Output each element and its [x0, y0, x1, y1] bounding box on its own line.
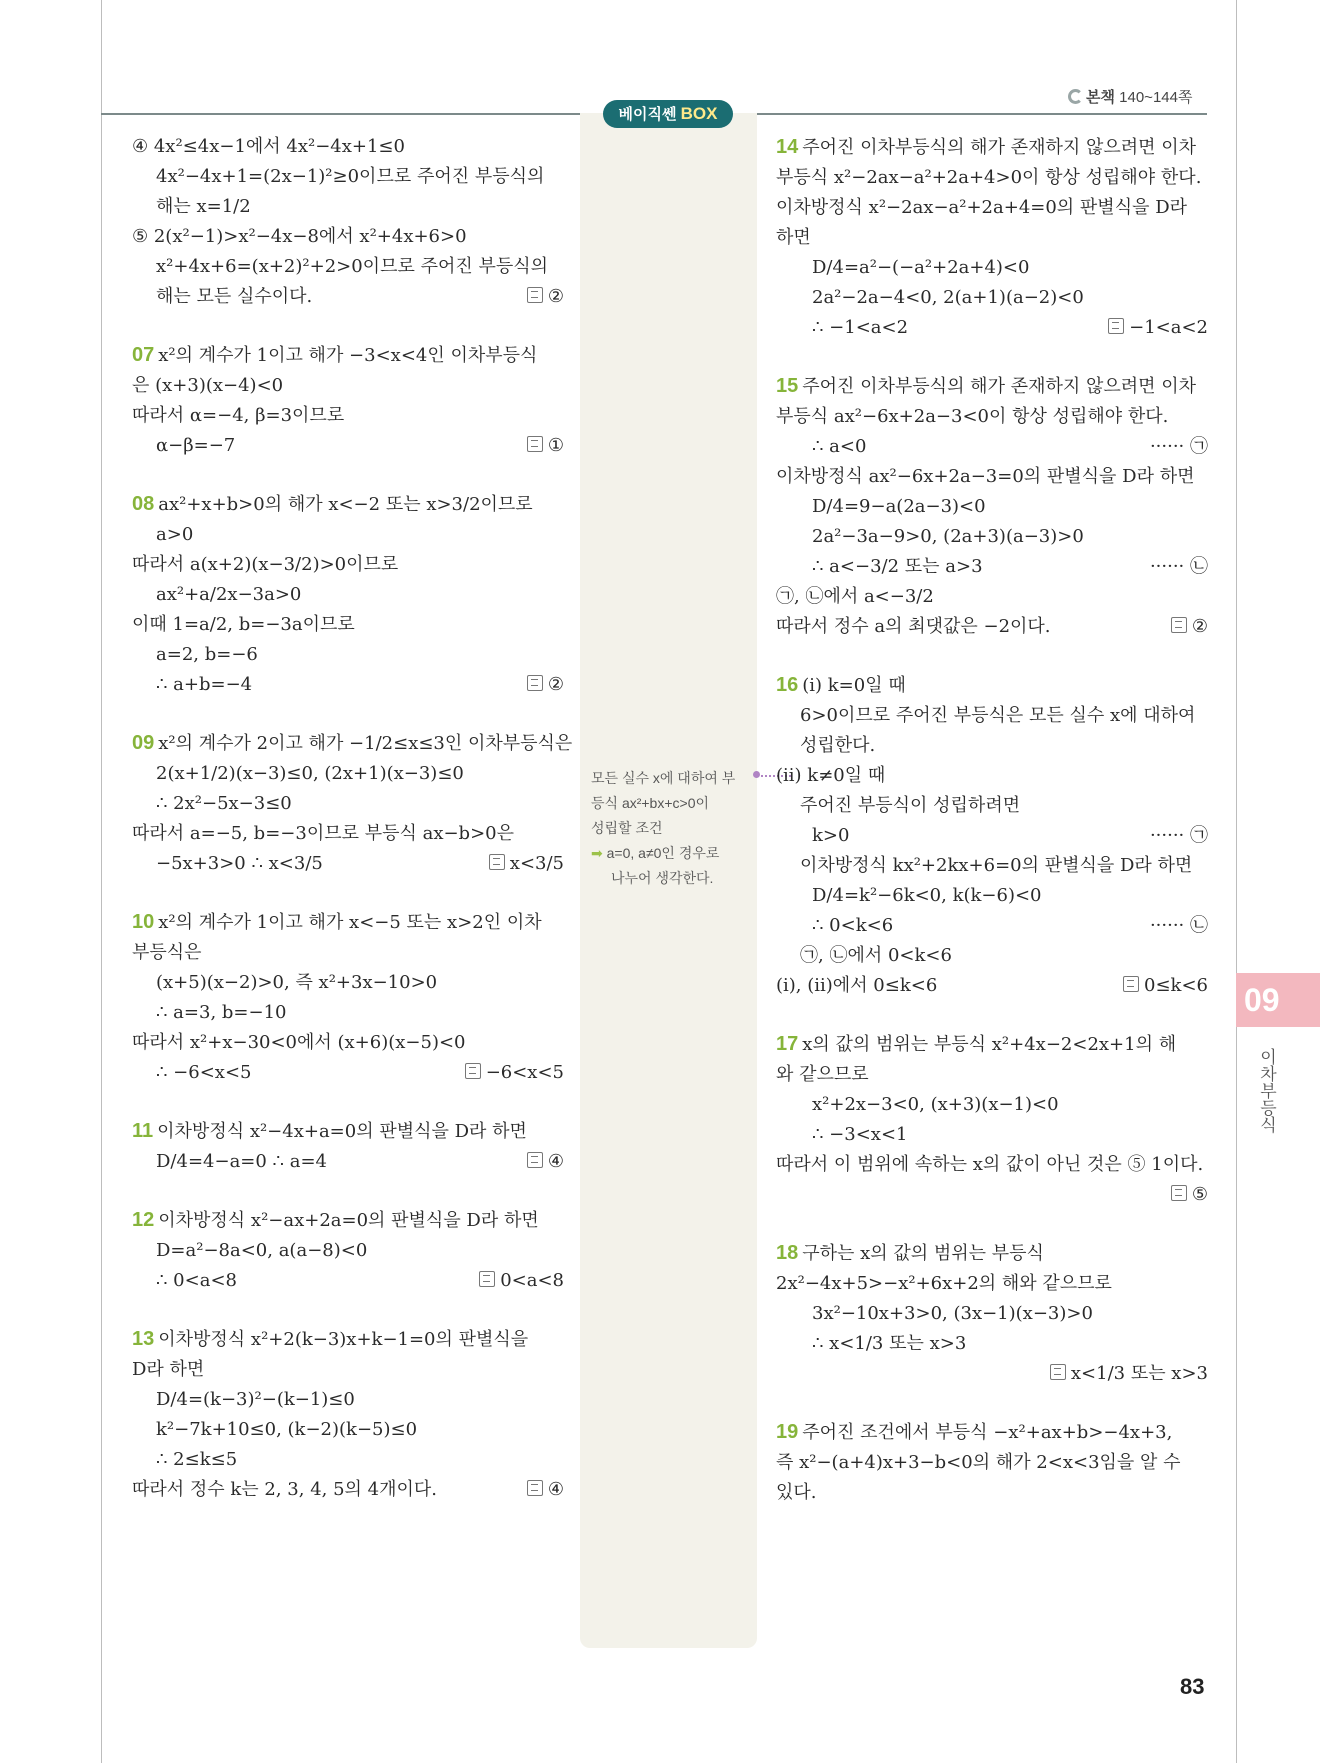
answer: [1123, 971, 1208, 1001]
condition-marker: ······ ㉡: [1149, 915, 1208, 936]
solution-line: (i), (ii)에서 0≤k<6: [776, 975, 938, 996]
solution-line: ∴ a=3, b=−10: [156, 1002, 287, 1023]
solution-line: ㉠, ㉡에서 0<k<6: [800, 945, 952, 966]
answer: [527, 431, 564, 461]
solution-line: 은 (x+3)(x−4)<0: [132, 375, 284, 396]
solution-line: 와 같으므로: [776, 1064, 869, 1085]
solution-line: 주어진 이차부등식의 해가 존재하지 않으려면 이차: [802, 376, 1197, 397]
answer-value: x<3/5: [509, 853, 564, 874]
answer: [1108, 313, 1208, 343]
solution-line: 있다.: [776, 1482, 817, 1503]
problem-number: 10: [132, 911, 155, 933]
answer-value: ②: [547, 674, 564, 695]
header-reference: [1068, 86, 1192, 107]
solution-line: 해는 x=1/2: [156, 196, 251, 217]
solution-line: 2x²−4x+5>−x²+6x+2의 해와 같으므로: [776, 1273, 1112, 1294]
solution-line: D/4=4−a=0 ∴ a=4: [156, 1151, 327, 1172]
problem-number: 07: [132, 344, 155, 366]
answer-value: −1<a<2: [1129, 317, 1208, 338]
solution-line: 부등식 x²−2ax−a²+2a+4>0이 항상 성립해야 한다.: [776, 167, 1202, 188]
solution-line: (i) k=0일 때: [802, 675, 906, 696]
answer: [465, 1058, 564, 1088]
problem-number: 16: [776, 674, 799, 696]
solution-line: 따라서 정수 a의 최댓값은 −2이다.: [776, 616, 1051, 637]
solution-line: 이차방정식 x²+2(k−3)x+k−1=0의 판별식을: [158, 1329, 529, 1350]
solution-line: ∴ 0<k<6: [812, 915, 894, 936]
ref-pages: 140~144쪽: [1119, 89, 1193, 106]
basic-box-badge: [603, 100, 733, 128]
solution-line: ∴ 2≤k≤5: [156, 1449, 238, 1470]
problem-19: [776, 1417, 1208, 1508]
solution-line: 이차방정식 x²−2ax−a²+2a+4=0의 판별식을 D라: [776, 197, 1188, 218]
condition-marker: ······ ㉡: [1149, 556, 1208, 577]
answer: [1050, 1359, 1208, 1389]
problem-18: [776, 1238, 1208, 1389]
solution-line: a=2, b=−6: [156, 644, 258, 665]
problem-12: [132, 1205, 564, 1296]
solution-line: ax²+a/2x−3a>0: [156, 584, 302, 605]
solution-line: k²−7k+10≤0, (k−2)(k−5)≤0: [156, 1419, 418, 1440]
solution-line: α−β=−7: [156, 435, 236, 456]
answer-icon: [527, 1480, 543, 1496]
solution-line: 따라서 정수 k는 2, 3, 4, 5의 4개이다.: [132, 1479, 437, 1500]
solution-line: ∴ a+b=−4: [156, 674, 253, 695]
problem-number: 19: [776, 1421, 799, 1443]
ref-label: 본책: [1086, 89, 1115, 106]
answer-value: 0≤k<6: [1144, 975, 1208, 996]
answer: [527, 1475, 564, 1505]
solution-line: 하면: [776, 227, 811, 248]
solution-line: 이차방정식 kx²+2kx+6=0의 판별식을 D라 하면: [800, 855, 1193, 876]
problem-number: 17: [776, 1033, 799, 1055]
solution-line: 따라서 이 범위에 속하는 x의 값이 아닌 것은 ⑤ 1이다.: [776, 1154, 1204, 1175]
answer: [1171, 612, 1208, 642]
solution-line: 따라서 a=−5, b=−3이므로 부등식 ax−b>0은: [132, 823, 514, 844]
solution-line: 부등식 ax²−6x+2a−3<0이 항상 성립해야 한다.: [776, 406, 1169, 427]
solution-line: 이차방정식 x²−ax+2a=0의 판별식을 D라 하면: [158, 1210, 539, 1231]
solution-line: 2(x+1/2)(x−3)≤0, (2x+1)(x−3)≤0: [156, 763, 464, 784]
condition-marker: ······ ㉠: [1149, 436, 1208, 457]
solution-line: x²의 계수가 1이고 해가 −3<x<4인 이차부등식: [158, 345, 538, 366]
solution-line: D/4=9−a(2a−3)<0: [812, 496, 986, 517]
solution-line: D/4=a²−(−a²+2a+4)<0: [812, 257, 1030, 278]
problem-13: [132, 1324, 564, 1505]
answer-value: ⑤: [1191, 1184, 1208, 1205]
answer-icon: [1171, 617, 1187, 633]
solution-line: 따라서 x²+x−30<0에서 (x+6)(x−5)<0: [132, 1032, 466, 1053]
solution-line: x²의 계수가 2이고 해가 −1/2≤x≤3인 이차부등식은: [158, 733, 573, 754]
problem-17: [776, 1029, 1208, 1210]
solution-line: ㉠, ㉡에서 a<−3/2: [776, 586, 934, 607]
solution-line: ∴ −3<x<1: [812, 1124, 908, 1145]
page-number: 83: [1180, 1674, 1205, 1699]
problem-11: [132, 1116, 564, 1177]
answer: [489, 849, 564, 879]
condition-marker: ······ ㉠: [1149, 825, 1208, 846]
problem-08: [132, 489, 564, 700]
answer-icon: [1108, 318, 1124, 334]
solution-line: 성립한다.: [800, 735, 876, 756]
answer: [527, 670, 564, 700]
solution-line: D/4=(k−3)²−(k−1)≤0: [156, 1389, 355, 1410]
solution-line: x의 값의 범위는 부등식 x²+4x−2<2x+1의 해: [802, 1034, 1177, 1055]
answer-icon: [1050, 1364, 1066, 1380]
solution-line: D/4=k²−6k<0, k(k−6)<0: [812, 885, 1042, 906]
book-ref-icon: [1068, 89, 1083, 104]
answer-value: −6<x<5: [485, 1062, 564, 1083]
problem-09: [132, 728, 573, 879]
solution-line: a>0: [156, 524, 194, 545]
solution-line: 따라서 a(x+2)(x−3/2)>0이므로: [132, 554, 399, 575]
solution-line: ∴ a<−3/2 또는 a>3: [812, 556, 983, 577]
answer-icon: [527, 436, 543, 452]
solution-line: 2a²−3a−9>0, (2a+3)(a−3)>0: [812, 526, 1084, 547]
problem-number: 14: [776, 136, 799, 158]
solution-line: 이차방정식 x²−4x+a=0의 판별식을 D라 하면: [157, 1121, 527, 1142]
page-frame-right: [1236, 0, 1237, 1763]
solution-line: 주어진 이차부등식의 해가 존재하지 않으려면 이차: [802, 137, 1197, 158]
note-line: 나누어 생각한다.: [611, 870, 714, 886]
solution-line: ⑤ 2(x²−1)>x²−4x−8에서 x²+4x+6>0: [132, 226, 467, 247]
solution-line: 6>0이므로 주어진 부등식은 모든 실수 x에 대하여: [800, 705, 1196, 726]
badge-english: BOX: [680, 104, 718, 123]
solution-line: ∴ 2x²−5x−3≤0: [156, 793, 292, 814]
problem-number: 09: [132, 732, 155, 754]
solution-line: ④ 4x²≤4x−1에서 4x²−4x+1≤0: [132, 136, 405, 157]
solution-line: x²의 계수가 1이고 해가 x<−5 또는 x>2인 이차: [158, 912, 542, 933]
solution-line: 이때 1=a/2, b=−3a이므로: [132, 614, 355, 635]
answer: [527, 1147, 564, 1177]
answer-value: ①: [547, 435, 564, 456]
problem-14: [776, 132, 1208, 343]
chapter-title: 이차부등식: [1257, 1048, 1276, 1133]
solution-line: D=a²−8a<0, a(a−8)<0: [156, 1240, 368, 1261]
box-note: [591, 766, 751, 891]
solution-line: ∴ −1<a<2: [812, 317, 909, 338]
answer-icon: [479, 1271, 495, 1287]
solution-line: −5x+3>0 ∴ x<3/5: [156, 853, 323, 874]
page-frame-left: [101, 0, 102, 1763]
solution-line: 주어진 조건에서 부등식 −x²+ax+b>−4x+3,: [802, 1422, 1173, 1443]
solution-line: 이차방정식 ax²−6x+2a−3=0의 판별식을 D라 하면: [776, 466, 1195, 487]
solution-line: 따라서 α=−4, β=3이므로: [132, 405, 345, 426]
answer: [1171, 1180, 1208, 1210]
solution-line: 주어진 부등식이 성립하려면: [800, 795, 1021, 816]
solution-line: x²+4x+6=(x+2)²+2>0이므로 주어진 부등식의: [156, 256, 549, 277]
right-column: [776, 132, 1208, 1536]
answer-value: ④: [547, 1151, 564, 1172]
problem-number: 15: [776, 375, 799, 397]
answer-value: ④: [547, 1479, 564, 1500]
problem-number: 08: [132, 493, 155, 515]
answer: [479, 1266, 564, 1296]
solution-line: (ii) k≠0일 때: [776, 765, 886, 786]
solution-line: 부등식은: [132, 942, 202, 963]
problem-10: [132, 907, 564, 1088]
solution-line: 4x²−4x+1=(2x−1)²≥0이므로 주어진 부등식의: [156, 166, 545, 187]
solution-line: k>0: [812, 825, 850, 846]
solution-line: D라 하면: [132, 1359, 205, 1380]
note-line: 성립할 조건: [591, 820, 663, 836]
solution-line: 2a²−2a−4<0, 2(a+1)(a−2)<0: [812, 287, 1084, 308]
solution-line: 즉 x²−(a+4)x+3−b<0의 해가 2<x<3임을 알 수: [776, 1452, 1181, 1473]
chapter-tab: 09: [1236, 973, 1320, 1027]
problem-06-cont: [132, 132, 564, 312]
answer-icon: [465, 1063, 481, 1079]
note-line: 등식 ax²+bx+c>0이: [591, 795, 710, 811]
solution-line: ∴ x<1/3 또는 x>3: [812, 1333, 967, 1354]
answer-icon: [527, 1152, 543, 1168]
answer-icon: [527, 287, 543, 303]
problem-number: 12: [132, 1209, 155, 1231]
solution-line: ∴ −6<x<5: [156, 1062, 252, 1083]
answer-icon: [1123, 976, 1139, 992]
solution-line: 구하는 x의 값의 범위는 부등식: [802, 1243, 1044, 1264]
problem-07: [132, 340, 564, 461]
solution-line: (x+5)(x−2)>0, 즉 x²+3x−10>0: [156, 972, 438, 993]
solution-line: 3x²−10x+3>0, (3x−1)(x−3)>0: [812, 1303, 1093, 1324]
solution-line: ∴ a<0: [812, 436, 867, 457]
badge-korean: 베이직쎈: [618, 106, 681, 123]
answer-value: 0<a<8: [500, 1270, 564, 1291]
solution-line: ax²+x+b>0의 해가 x<−2 또는 x>3/2이므로: [158, 494, 533, 515]
answer-value: x<1/3 또는 x>3: [1070, 1363, 1208, 1384]
solution-line: ∴ 0<a<8: [156, 1270, 237, 1291]
answer-icon: [1171, 1185, 1187, 1201]
note-line: a=0, a≠0인 경우로: [606, 845, 720, 861]
answer-value: ②: [1191, 616, 1208, 637]
solution-line: 해는 모든 실수이다.: [156, 286, 313, 307]
problem-number: 13: [132, 1328, 155, 1350]
problem-number: 18: [776, 1242, 799, 1264]
arrow-icon: ➡: [591, 845, 603, 861]
problem-number: 11: [132, 1120, 154, 1142]
solution-line: x²+2x−3<0, (x+3)(x−1)<0: [812, 1094, 1059, 1115]
answer: [527, 282, 564, 312]
problem-15: [776, 371, 1208, 642]
note-line: 모든 실수 x에 대하여 부: [591, 770, 736, 786]
left-column: [132, 132, 573, 1533]
answer-icon: [489, 854, 505, 870]
answer-value: ②: [547, 286, 564, 307]
problem-16: [776, 670, 1208, 1001]
answer-icon: [527, 675, 543, 691]
